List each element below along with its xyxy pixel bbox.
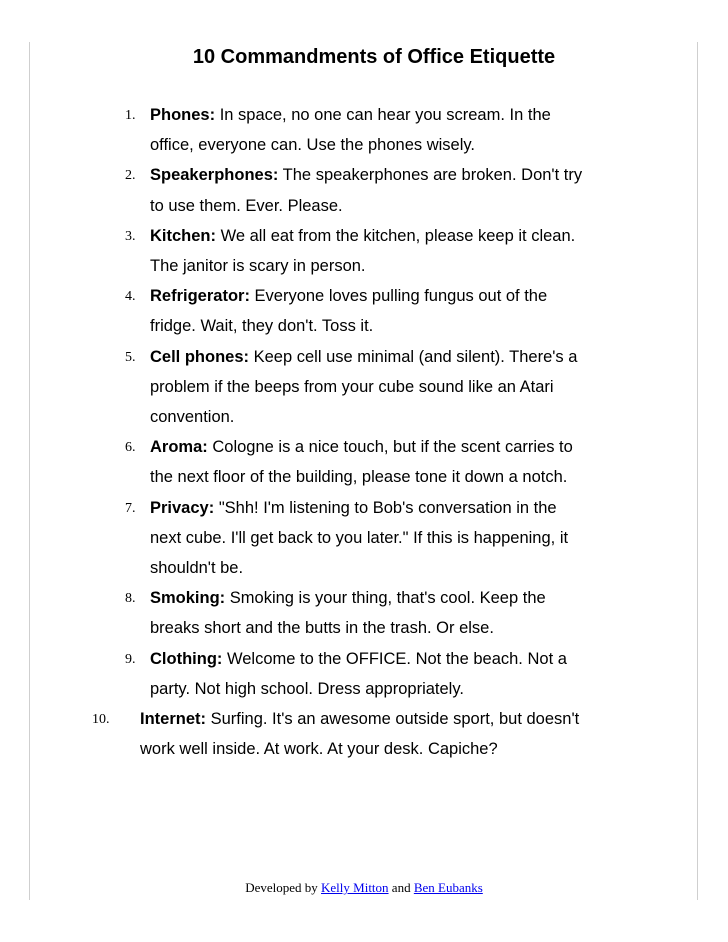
item-text: Everyone loves pulling fungus out of the [254,287,548,306]
list-item [0,221,728,281]
item-number: 9. [125,651,136,667]
item-line [150,644,728,674]
item-text: Keep cell use minimal (and silent). There's a [253,347,578,366]
item-term: Speakerphones: [150,166,279,185]
item-term: Phones: [150,106,216,124]
item-number: 10. [92,712,110,728]
item-line [150,613,728,643]
footer-prefix: Developed by [245,880,318,895]
list-item [0,583,728,643]
item-term: Privacy: [150,498,215,517]
list-item [0,160,728,220]
list-item [0,644,728,704]
item-body [150,342,728,433]
item-text: the next floor of the building, please tone it down a notch. [150,468,568,487]
item-line [150,432,728,462]
item-text: breaks short and the butts in the trash. Or else. [150,619,494,638]
item-text: shouldn't be. [150,559,244,578]
footer-conjunction: and [391,880,411,895]
item-number: 3. [125,228,136,244]
item-number: 1. [125,108,136,123]
item-text: fridge. Wait, they don't. Toss it. [150,317,374,336]
item-body [150,281,728,341]
list-item [0,342,728,433]
item-line [150,372,728,402]
item-text: The janitor is scary in person. [150,257,366,276]
item-line [150,100,728,130]
item-line [150,402,728,432]
item-line [140,704,728,734]
item-number: 5. [125,349,136,365]
author-link-kelly-mitton[interactable]: Kelly Mitton [321,880,389,895]
item-text: Surfing. It's an awesome outside sport, but doesn't [210,710,580,729]
item-text: Smoking is your thing, that's cool. Keep the [229,589,546,608]
item-body [150,160,728,220]
item-body [150,221,728,281]
item-number: 4. [125,289,136,305]
list-item [0,704,728,764]
item-line [150,583,728,613]
list-item [0,432,728,492]
item-term: Kitchen: [150,226,216,245]
item-line [150,342,728,372]
item-term: Internet: [140,710,206,729]
item-body [150,583,728,643]
item-line [150,523,728,553]
item-line [150,493,728,523]
item-number: 2. [125,168,136,184]
item-line [150,311,728,341]
item-line [150,160,728,190]
item-text: office, everyone can. Use the phones wisely. [150,136,475,155]
item-line [150,281,728,311]
item-text: Welcome to the OFFICE. Not the beach. Not a [226,649,567,668]
author-link-ben-eubanks[interactable]: Ben Eubanks [413,880,483,895]
commandments-list [0,100,728,764]
item-text: work well inside. At work. At your desk. Capiche? [140,740,498,759]
item-text: We all eat from the kitchen, please keep it clean. [220,226,576,245]
item-term: Refrigerator: [150,287,250,306]
footer-credits [0,880,728,896]
item-number: 7. [125,500,136,516]
item-text: convention. [150,408,235,427]
item-body [150,432,728,492]
item-text: The speakerphones are broken. Don't try [282,166,583,185]
item-term: Aroma: [150,438,208,457]
list-item [0,100,728,160]
list-item [0,281,728,341]
item-text: next cube. I'll get back to you later." If this is happening, it [150,528,569,547]
item-body [150,493,728,584]
item-line [150,221,728,251]
item-line [150,191,728,221]
item-line [150,130,728,160]
item-term: Clothing: [150,649,223,668]
document-title: 10 Commandments of Office Etiquette [192,46,556,68]
item-body [150,644,728,704]
item-text: Cologne is a nice touch, but if the scent carries to [212,438,573,457]
list-item [0,493,728,584]
item-body [150,100,728,160]
item-line [150,462,728,492]
item-line [150,251,728,281]
item-term: Smoking: [150,589,226,608]
item-text: In space, no one can hear you scream. In the [219,106,551,124]
item-number: 6. [125,440,136,456]
item-line [150,553,728,583]
item-text: party. Not high school. Dress appropriately. [150,679,464,698]
item-text: to use them. Ever. Please. [150,196,343,215]
item-body [140,704,728,764]
item-text: problem if the beeps from your cube sound like an Atari [150,377,554,396]
item-number: 8. [125,591,136,607]
item-term: Cell phones: [150,347,250,366]
item-text: "Shh! I'm listening to Bob's conversation in the [218,498,557,517]
item-line [150,674,728,704]
item-line [140,734,728,764]
